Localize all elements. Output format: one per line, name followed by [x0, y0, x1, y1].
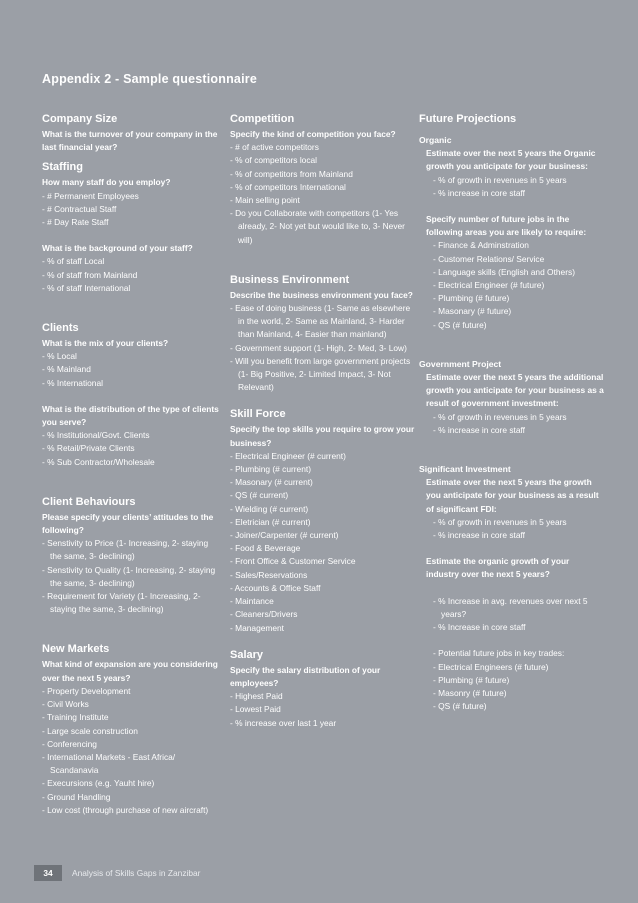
list-item: - Plumbing (# current): [230, 464, 311, 475]
list-item: - % of staff from Mainland: [42, 269, 138, 280]
list-item: - Accounts & Office Staff: [230, 582, 321, 593]
subsection-organic: Organic: [419, 135, 452, 145]
list-item: - Ground Handling: [42, 791, 111, 802]
section-title-future-projections: Future Projections: [419, 113, 517, 125]
list-item: - Food & Beverage: [230, 543, 301, 554]
question-future-jobs: Specify number of future jobs in the following areas you are likely to require:: [426, 214, 587, 238]
list-item: - Low cost (through purchase of new aircraft): [42, 804, 209, 815]
list-item: - Will you benefit from large government projects (1- Big Positive, 2- Limited Impact, 3- Not Relevant): [230, 355, 411, 393]
list-item: - Finance & Adminstration: [433, 240, 529, 251]
list-item: - QS (# current): [230, 490, 289, 501]
list-item: - Execursions (e.g. Yauht hire): [42, 778, 155, 789]
list-item: - Sales/Reservations: [230, 569, 308, 580]
list-item: - Plumbing (# future): [433, 674, 510, 685]
list-item: - % of growth in revenues in 5 years: [433, 411, 567, 422]
subsection-significant-investment: Significant Investment: [419, 464, 511, 475]
list-item: - QS (# future): [433, 319, 487, 330]
list-item: - Cleaners/Drivers: [230, 609, 298, 620]
section-title-clients: Clients: [42, 322, 79, 335]
list-item: - Language skills (English and Others): [433, 266, 575, 277]
footer-text: Analysis of Skills Gaps in Zanzibar: [72, 868, 201, 878]
list-item: - Do you Collaborate with competitors (1- Yes already, 2- Not yet but would like to, 3- Never will): [230, 208, 405, 245]
list-item: - Front Office & Customer Service: [230, 556, 356, 567]
list-item: - QS (# future): [433, 701, 487, 712]
list-item: - % Retail/Private Clients: [42, 443, 135, 454]
page-number: 34: [34, 865, 62, 881]
question-top-skills: Specify the top skills you require to grow your business?: [230, 424, 415, 448]
list-item: - % of growth in revenues in 5 years: [433, 174, 567, 185]
list-item: - Main selling point: [230, 195, 300, 206]
section-title-competition: Competition: [230, 113, 295, 125]
list-item: - Senstivity to Quality (1- Increasing, 2- staying the same, 3- declining): [42, 564, 216, 588]
list-item: - % increase in core staff: [433, 187, 526, 198]
page-title: Appendix 2 - Sample questionnaire: [42, 72, 257, 86]
list-item: - % increase in core staff: [433, 424, 526, 435]
question-expansion: What kind of expansion are you considering over the next 5 years?: [42, 659, 218, 683]
list-item: - % of staff Local: [42, 256, 105, 267]
list-item: - Plumbing (# future): [433, 293, 510, 304]
list-item: - Electrical Engineer (# current): [230, 450, 346, 461]
list-item: - Senstivity to Price (1- Increasing, 2- staying the same, 3- declining): [42, 538, 209, 562]
list-item: - Maintance: [230, 596, 274, 607]
list-item: - % of competitors International: [230, 181, 346, 192]
column-left: [42, 112, 222, 817]
column-middle: [230, 112, 415, 730]
list-item: - Conferencing: [42, 738, 97, 749]
list-item: - International Markets - East Africa/ Scandanavia: [42, 751, 176, 776]
list-item: - Electrical Engineers (# future): [433, 661, 549, 672]
list-item: - Highest Paid: [230, 691, 283, 702]
section-title-company-size: Company Size: [42, 113, 118, 125]
list-item: - % of competitors from Mainland: [230, 168, 353, 179]
list-item: - Masonary (# current): [230, 477, 313, 488]
list-item: - # Contractual Staff: [42, 203, 117, 214]
government-project-block: [419, 371, 604, 437]
list-item: - Lowest Paid: [230, 704, 281, 715]
list-item: - Potential future jobs in key trades:: [433, 648, 565, 659]
list-item: - Customer Relations/ Service: [433, 253, 545, 264]
list-item: - # of active competitors: [230, 142, 319, 153]
list-item: - Government support (1- High, 2- Med, 3- Low): [230, 342, 407, 353]
page-footer: [34, 865, 200, 881]
list-item: - Electrical Engineer (# future): [433, 280, 545, 291]
question-competition: Specify the kind of competition you face?: [230, 129, 396, 139]
list-item: - % increase over last 1 year: [230, 717, 337, 728]
list-item: - % of staff International: [42, 282, 131, 293]
list-item: - Masonry (# future): [433, 687, 507, 698]
list-item: - % increase in core staff: [433, 530, 526, 541]
question-industry-growth: Estimate the organic growth of your industry over the next 5 years?: [426, 556, 570, 580]
subsection-government-project: Government Project: [419, 358, 502, 369]
list-item: - Management: [230, 622, 284, 633]
question-client-distribution: What is the distribution of the type of clients you serve?: [42, 403, 219, 428]
question-government-growth: Estimate over the next 5 years the additional growth you anticipate for your business as a result of government investment:: [426, 372, 604, 409]
question-staff-count: How many staff do you employ?: [42, 177, 171, 188]
list-item: - % Sub Contractor/Wholesale: [42, 456, 155, 467]
question-turnover: What is the turnover of your company in the last financial year?: [42, 129, 218, 153]
list-item: - % Institutional/Govt. Clients: [42, 430, 150, 441]
list-item: - Ease of doing business (1- Same as elsewhere in the world, 2- Same as Mainland, 3- Harder than Mainland, 4- Easier than mainland): [230, 303, 411, 340]
list-item: - % of growth in revenues in 5 years: [433, 516, 567, 527]
list-item: - Civil Works: [42, 699, 89, 710]
section-title-client-behaviours: Client Behaviours: [42, 495, 136, 508]
section-title-business-environment: Business Environment: [230, 273, 350, 286]
section-title-salary: Salary: [230, 648, 264, 661]
section-title-new-markets: New Markets: [42, 643, 110, 656]
question-organic-growth: Estimate over the next 5 years the Organic growth you anticipate for your business:: [426, 148, 596, 172]
list-item: - Wielding (# current): [230, 503, 309, 514]
list-item: - Property Development: [42, 685, 131, 696]
list-item: - % Local: [42, 351, 77, 362]
list-item: - # Day Rate Staff: [42, 217, 109, 228]
question-client-mix: What is the mix of your clients?: [42, 338, 169, 349]
question-business-environment: Describe the business environment you face?: [230, 289, 413, 300]
list-item: - Masonary (# future): [433, 306, 512, 317]
question-fdi-growth: Estimate over the next 5 years the growth you anticipate for your business as a result of significant FDI:: [426, 477, 599, 514]
question-client-attitudes: Please specify your clients’ attitudes to the following?: [42, 511, 214, 536]
list-item: - Eletrician (# current): [230, 516, 311, 527]
list-item: - Training Institute: [42, 712, 109, 723]
list-item: - % of competitors local: [230, 155, 318, 166]
list-item: - % Increase in avg. revenues over next 5 years?: [433, 595, 588, 619]
list-item: - Large scale construction: [42, 725, 138, 736]
column-right: [419, 112, 604, 713]
list-item: - Requirement for Variety (1- Increasing, 2- staying the same, 3- declining): [42, 591, 201, 615]
list-item: - # Permanent Employees: [42, 190, 139, 201]
section-title-skill-force: Skill Force: [230, 408, 286, 421]
significant-investment-block: [419, 476, 604, 713]
section-title-staffing: Staffing: [42, 161, 83, 174]
question-salary: Specify the salary distribution of your employees?: [230, 664, 381, 688]
list-item: - % Mainland: [42, 364, 91, 375]
question-staff-background: What is the background of your staff?: [42, 243, 193, 254]
organic-block: [419, 147, 604, 332]
list-item: - % International: [42, 377, 103, 388]
list-item: - Joiner/Carpenter (# current): [230, 530, 339, 541]
list-item: - % Increase in core staff: [433, 622, 526, 633]
